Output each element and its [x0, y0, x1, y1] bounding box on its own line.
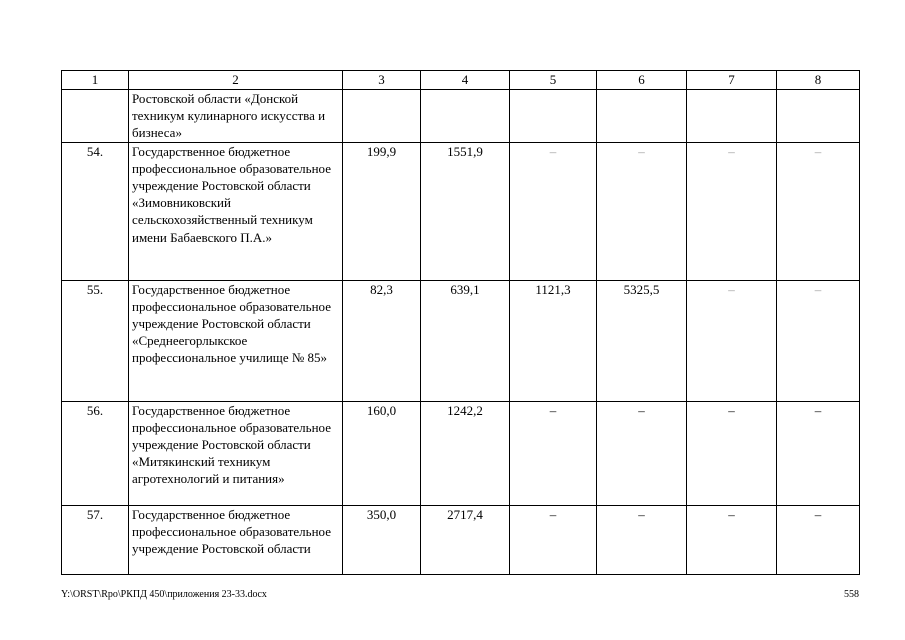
- cell-col7: –: [687, 142, 777, 280]
- cell-col6: –: [597, 505, 687, 574]
- col-header-3: 3: [343, 71, 421, 90]
- cell-col6: –: [597, 401, 687, 505]
- cell-col4: 2717,4: [421, 505, 510, 574]
- cell-col4: 1242,2: [421, 401, 510, 505]
- cell-col4: 1551,9: [421, 142, 510, 280]
- table-row: [62, 142, 860, 280]
- col-header-7: 7: [687, 71, 777, 90]
- col-header-2: 2: [129, 71, 343, 90]
- institution-name: Государственное бюджетное профессиональное образовательное учреждение Ростовской области: [129, 505, 343, 574]
- cell-col8: –: [777, 280, 860, 401]
- cell-col5: 1121,3: [510, 280, 597, 401]
- cell-col8: –: [777, 401, 860, 505]
- cell-col5: –: [510, 401, 597, 505]
- cell-col6: –: [597, 142, 687, 280]
- cell-col3: 82,3: [343, 280, 421, 401]
- cell-col3: 199,9: [343, 142, 421, 280]
- institution-name: Государственное бюджетное профессиональное образовательное учреждение Ростовской области «Среднеегорлыкское профессиональное училище № 85»: [129, 280, 343, 401]
- row-number: [62, 90, 129, 143]
- row-number: 56.: [62, 401, 129, 505]
- cell-col3: 350,0: [343, 505, 421, 574]
- cell-col7: –: [687, 401, 777, 505]
- cell-col7: –: [687, 505, 777, 574]
- budget-table: [61, 70, 860, 575]
- row-number: 57.: [62, 505, 129, 574]
- footer-file-path: Y:\ORST\Rpo\РКПД 450\приложения 23-33.docx: [61, 589, 267, 600]
- table-row: [62, 401, 860, 505]
- col-header-8: 8: [777, 71, 860, 90]
- col-header-4: 4: [421, 71, 510, 90]
- cell-col5: –: [510, 505, 597, 574]
- header-row: [62, 71, 860, 90]
- cell-col8: –: [777, 142, 860, 280]
- cell-col7: –: [687, 280, 777, 401]
- table-row: [62, 280, 860, 401]
- cell-col3: 160,0: [343, 401, 421, 505]
- table-row: [62, 505, 860, 574]
- col-header-1: 1: [62, 71, 129, 90]
- page-number: 558: [844, 589, 859, 600]
- institution-name: Государственное бюджетное профессиональное образовательное учреждение Ростовской области «Митякинский техникум агротехнологий и питания»: [129, 401, 343, 505]
- row-number: 55.: [62, 280, 129, 401]
- cell-col5: –: [510, 142, 597, 280]
- cell-col8: –: [777, 505, 860, 574]
- col-header-6: 6: [597, 71, 687, 90]
- cell-col4: 639,1: [421, 280, 510, 401]
- table-row-continuation: [62, 90, 860, 143]
- col-header-5: 5: [510, 71, 597, 90]
- cell-col6: 5325,5: [597, 280, 687, 401]
- institution-name: Государственное бюджетное профессиональное образовательное учреждение Ростовской области «Зимовниковский сельскохозяйственный техникум имени Бабаевского П.А.»: [129, 142, 343, 280]
- institution-name: Ростовской области «Донской техникум кулинарного искусства и бизнеса»: [129, 90, 343, 143]
- row-number: 54.: [62, 142, 129, 280]
